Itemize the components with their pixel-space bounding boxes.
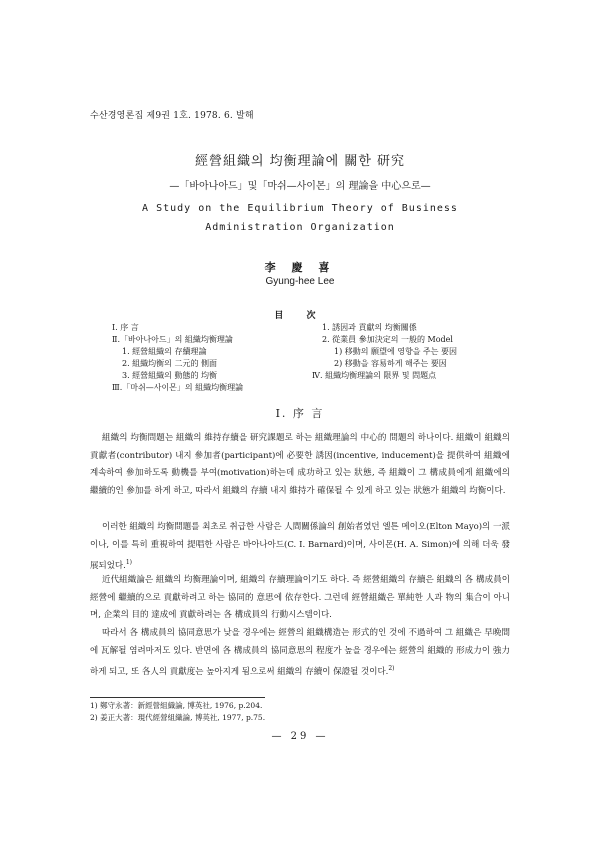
paragraph-text: 따라서 各 構成員의 協同意思가 낮을 경우에는 經營의 組織構造는 形式的인 것에 不過하여 그 組織은 早晩間에 瓦解될 염려마저도 있다. 반면에 各 構成員의 協同意思의 程度가 높을 경우에는 經營의 組織的 形成力이 強力하게 되고, 또 各人의 貢獻度는 높아지게 됨으로써 組織의 存續이 保證될 것이다. (90, 628, 510, 678)
toc-right-column (312, 322, 532, 382)
toc-item: Ⅱ.「바아나아드」의 組織均衡理論 (112, 335, 233, 344)
author-english: Gyung-hee Lee (265, 276, 335, 287)
toc-item: Ⅲ.「마쉬—사이몬」의 組織均衡理論 (112, 383, 244, 392)
toc-item: 1) 移動의 願望에 영향을 주는 要因 (334, 347, 458, 356)
title-english-line2: Administration Organization (205, 222, 395, 233)
toc-item: 2. 組織均衡의 二元的 側面 (122, 359, 217, 368)
author-korean: 李 慶 喜 (264, 261, 336, 274)
paragraph-text: 組織의 均衡問題는 組織의 維持存續을 研究課題로 하는 組織理論의 中心的 問題의 하나이다. 組織이 組織의 貢獻者(contributor) 내지 參加者(participant)에 必要한 誘因(incentive, inducement)을 提供하여 組織에 계속하여 參加하도록 動機를 부여(motivation)하는데 成功하고 있는 狀態, 즉 組織이 그 構成員에게 組織에의 繼續的인 參加를 하게 하고, 따라서 組織의 存續 내지 維持가 確保될 수 있게 하고 있는 狀態가 組織의 均衡이다. (90, 433, 510, 496)
footnote-mark: 1) (125, 559, 133, 567)
body-paragraph (90, 572, 510, 625)
running-head: 수산경영론집 제9권 1호. 1978. 6. 발해 (90, 111, 254, 121)
footnote: 1) 鄭守永著：新經營組織論, 博英社, 1976, p.204. (90, 701, 263, 710)
page-number: — 29 — (271, 731, 329, 742)
footnote: 2) 姜正大著：現代經營組織論, 博英社, 1977, p.75. (90, 713, 266, 722)
subtitle-korean: —「바아나아드」및「마쉬—사이몬」의 理論을 中心으로— (169, 181, 431, 192)
paragraph-text: 이러한 組織의 均衡問題를 최초로 취급한 사람은 人間關係論의 創始者였던 엘튼 메이오(Elton Mayo)의 一派이나, 이를 특히 重視하여 提唱한 사람은 바아나아드(C. I. Barnard)이며, 사이몬(H. A. Simon)에 의해 더욱 發展되었다. (90, 522, 510, 572)
title-korean: 經營組織의 均衡理論에 關한 研究 (194, 154, 406, 169)
toc-item: 2) 移動을 容易하게 해주는 要因 (334, 359, 447, 368)
toc-item: 2. 從業員 參加決定의 一般的 Model (322, 335, 453, 344)
toc-item: 3. 經營組織의 動態的 均衡 (122, 371, 217, 380)
paragraph-text: 近代組織論은 組織의 均衡理論이며, 組織의 存續理論이기도 하다. 즉 經營組織의 存續은 組織의 各 構成員이 經營에 繼續的으로 貢獻하려고 하는 協同的 意思에 依存한다. 그런데 經營組織은 單純한 人과 物의 集合이 아니며, 企業의 目的 達成에 貢獻하려는 各 構成員의 行動시스템이다. (90, 575, 510, 621)
toc-item: 1. 誘因과 貢獻의 均衡關係 (322, 323, 417, 332)
footnotes (90, 700, 265, 724)
section-heading: Ⅰ. 序 言 (275, 407, 325, 420)
footnote-mark: 2) (388, 665, 395, 673)
body-paragraph (90, 430, 510, 500)
toc-left-column (112, 322, 312, 394)
toc-item: Ⅰ. 序 言 (112, 323, 139, 332)
title-english-line1: A Study on the Equilibrium Theory of Business (142, 203, 458, 214)
toc-item: 1. 經營組織의 存續理論 (122, 347, 207, 356)
body-paragraph (90, 519, 510, 576)
footnote-divider (90, 697, 265, 698)
toc-heading: 目 次 (274, 311, 326, 321)
toc-item: Ⅳ. 組織均衡理論의 限界 및 問題点 (312, 371, 437, 380)
body-paragraph (90, 625, 510, 682)
